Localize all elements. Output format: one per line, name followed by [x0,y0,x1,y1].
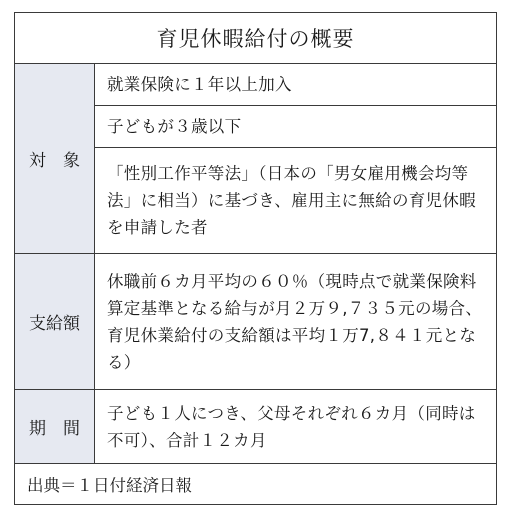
period-description: 子ども１人につき、父母それぞれ６カ月（同時は不可）、合計１２カ月 [95,390,497,464]
row-header-period: 期 間 [15,390,95,464]
table-title: 育児休暇給付の概要 [15,13,497,64]
amount-description: 休職前６カ月平均の６０％（現時点で就業保険料算定基準となる給与が月２万９,７３５元の場合、育児休業給付の支給額は平均１万7,８４１元となる） [95,254,497,390]
summary-table-container [14,12,496,505]
source-note: 出典＝１日付経済日報 [15,464,497,505]
eligibility-item-child-age: 子どもが３歳以下 [95,106,497,148]
table-row [15,64,497,106]
row-header-eligibility: 対 象 [15,64,95,254]
summary-table [14,12,497,505]
eligibility-item-insurance: 就業保険に１年以上加入 [95,64,497,106]
eligibility-item-leave-application: 「性別工作平等法」（日本の「男女雇用機会均等法」に相当）に基づき、雇用主に無給の育児休暇を申請した者 [95,148,497,254]
table-row [15,254,497,390]
row-header-amount: 支給額 [15,254,95,390]
table-row [15,390,497,464]
